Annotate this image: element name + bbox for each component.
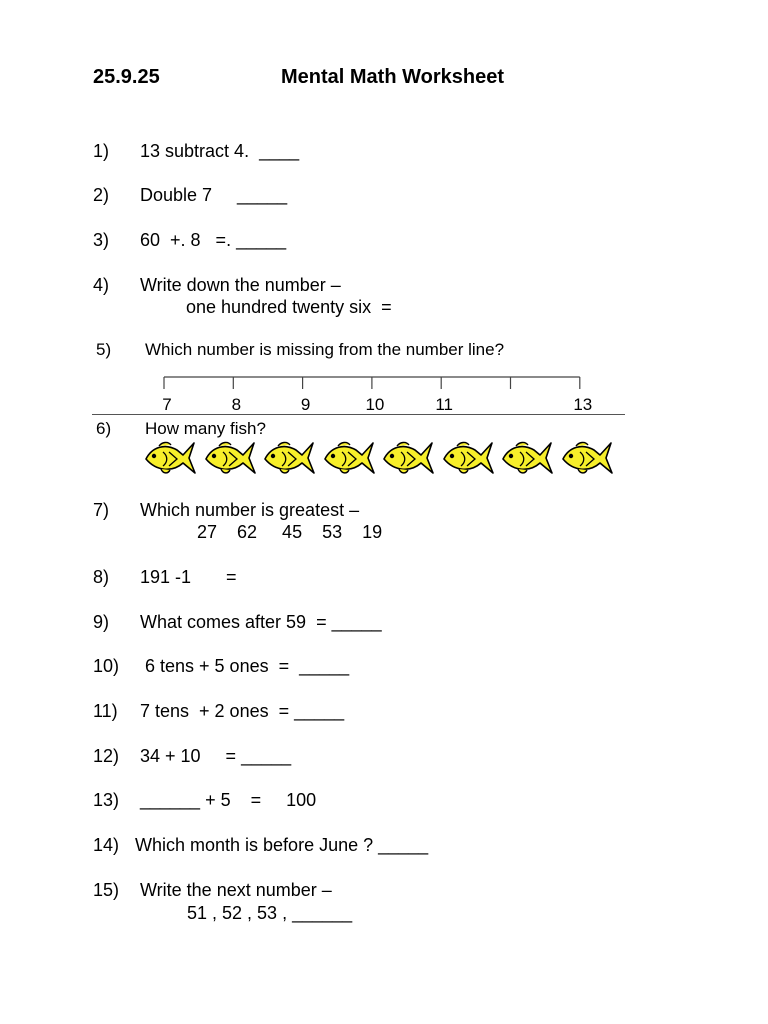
question-2-text: Double 7 _____ [140, 185, 288, 205]
fish-icon [143, 438, 197, 478]
question-1-number: 1) [93, 141, 110, 161]
number-line-label: 9 [300, 395, 311, 414]
question-5-text: Which number is missing from the number line? [145, 340, 505, 359]
divider-line [92, 414, 625, 415]
question-15-number: 15) [93, 880, 120, 900]
fish-icon [262, 438, 316, 478]
worksheet-title: Mental Math Worksheet [281, 66, 504, 88]
fish-icon [203, 438, 257, 478]
question-7-line2: 27 62 45 53 19 [197, 522, 383, 542]
question-13-number: 13) [93, 790, 120, 810]
number-line-label: 11 [435, 395, 454, 414]
question-15-text: Write the next number – [140, 880, 332, 900]
question-7-text: Which number is greatest – [140, 500, 360, 520]
question-5-number: 5) [96, 340, 112, 359]
question-3-text: 60 +. 8 =. _____ [140, 230, 287, 250]
question-4-text: Write down the number – [140, 275, 341, 295]
question-6-text: How many fish? [145, 419, 266, 438]
question-1-text: 13 subtract 4. ____ [140, 141, 300, 161]
question-2-number: 2) [93, 185, 110, 205]
question-13-text: ______ + 5 = 100 [140, 790, 317, 810]
fish-icon [441, 438, 495, 478]
question-3-number: 3) [93, 230, 110, 250]
question-11-number: 11) [93, 701, 118, 721]
question-8-number: 8) [93, 567, 110, 587]
question-4-line2: one hundred twenty six = [186, 297, 392, 317]
question-12-text: 34 + 10 = _____ [140, 746, 292, 766]
question-11-text: 7 tens + 2 ones = _____ [140, 701, 345, 721]
number-line-label: 8 [231, 395, 242, 414]
question-10-text: 6 tens + 5 ones = _____ [140, 656, 350, 676]
question-15-line2: 51 , 52 , 53 , ______ [187, 903, 353, 923]
fish-icon [560, 438, 614, 478]
question-10-number: 10) [93, 656, 120, 676]
question-4-number: 4) [93, 275, 110, 295]
question-14-number: 14) [93, 835, 120, 855]
fish-icon [381, 438, 435, 478]
question-6-number: 6) [96, 419, 112, 438]
question-14-text: Which month is before June ? _____ [135, 835, 429, 855]
worksheet-date: 25.9.25 [93, 66, 160, 88]
question-9-text: What comes after 59 = _____ [140, 612, 382, 632]
fish-icon [500, 438, 554, 478]
question-9-number: 9) [93, 612, 110, 632]
question-8-text: 191 -1 = [140, 567, 237, 587]
number-line-label: 13 [573, 395, 593, 414]
question-7-number: 7) [93, 500, 110, 520]
number-line [150, 370, 593, 414]
number-line-label: 7 [162, 395, 172, 414]
fish-icon [322, 438, 376, 478]
question-12-number: 12) [93, 746, 120, 766]
number-line-label: 10 [365, 395, 385, 414]
